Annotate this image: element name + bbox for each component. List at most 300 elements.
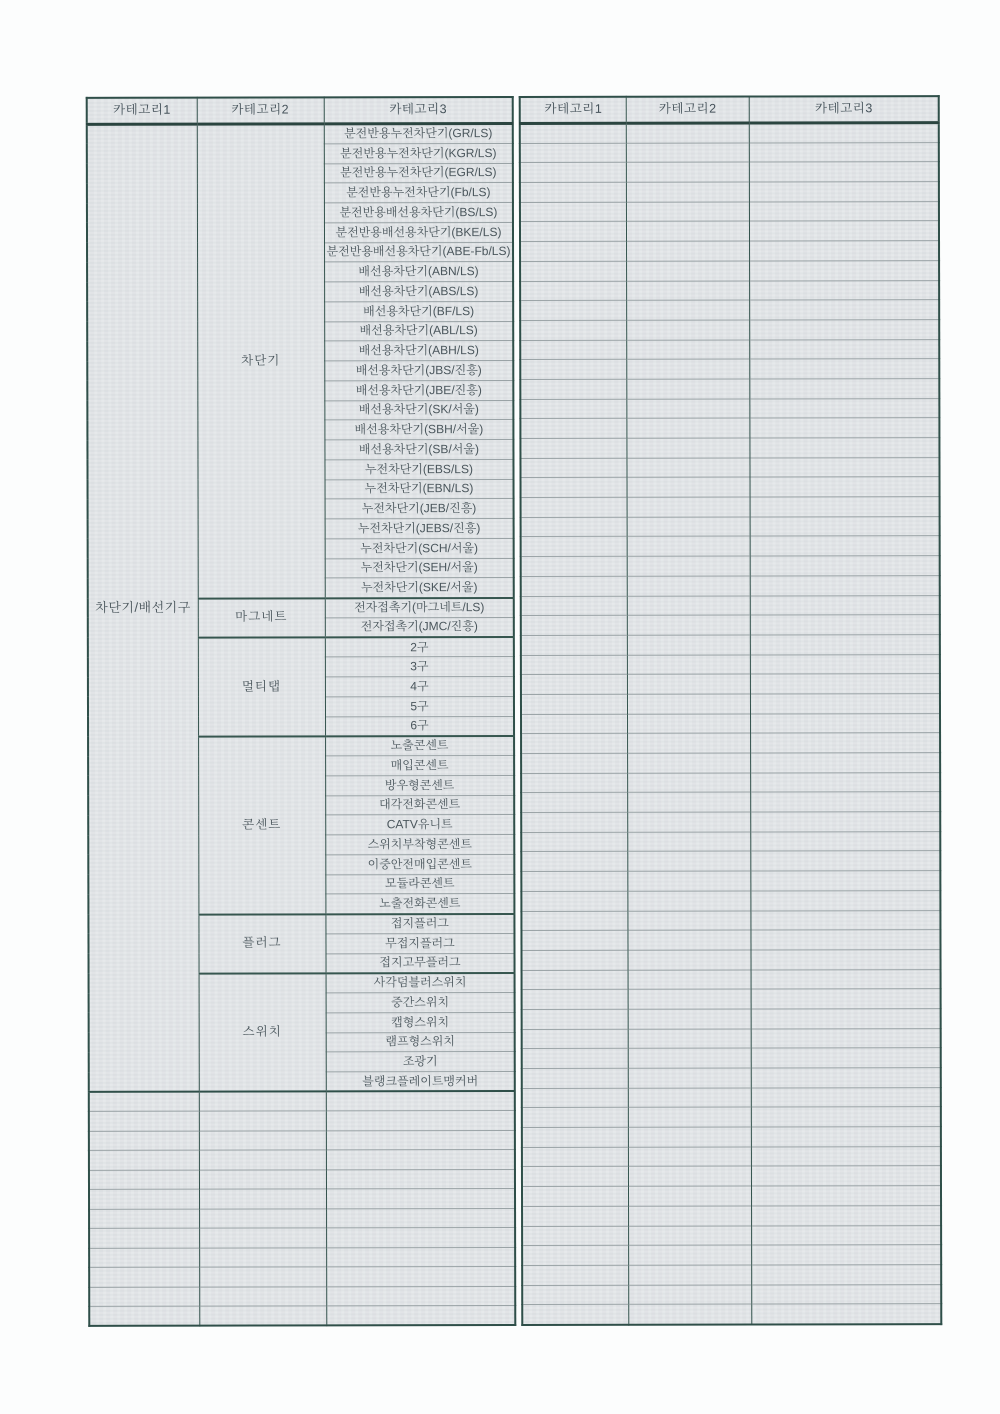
- category3-item-cell: 스위치부착형콘센트: [325, 834, 514, 854]
- empty-table-row: [520, 142, 939, 163]
- empty-cell: [749, 241, 939, 261]
- header-row: [520, 96, 939, 123]
- category3-item-cell: 블랭크플레이트맹커버: [326, 1071, 515, 1091]
- scanned-sheet: [86, 95, 943, 1327]
- empty-cell: [89, 1209, 199, 1229]
- empty-cell: [326, 1286, 515, 1306]
- empty-cell: [521, 379, 627, 399]
- empty-cell: [629, 1245, 752, 1265]
- empty-cell: [751, 1009, 941, 1029]
- empty-cell: [521, 576, 627, 596]
- empty-table-row: [89, 1228, 515, 1248]
- category3-item-cell: 접지플러그: [325, 913, 514, 933]
- empty-table-row: [521, 457, 940, 478]
- empty-cell: [89, 1150, 199, 1170]
- empty-table-row: [521, 359, 940, 380]
- empty-table-row: [523, 1245, 942, 1266]
- category3-item-cell: 배선용차단기(ABN/LS): [324, 262, 513, 282]
- empty-cell: [750, 575, 940, 595]
- header-row: [87, 97, 513, 124]
- empty-cell: [628, 1166, 751, 1186]
- empty-table-row: [521, 674, 940, 695]
- empty-cell: [521, 497, 627, 517]
- empty-cell: [627, 300, 750, 320]
- empty-cell: [199, 1131, 326, 1151]
- empty-cell: [521, 458, 627, 478]
- empty-table-row: [523, 1264, 942, 1285]
- empty-cell: [521, 478, 627, 498]
- empty-cell: [628, 950, 751, 970]
- empty-cell: [89, 1189, 199, 1209]
- empty-cell: [750, 398, 940, 418]
- category3-item-cell: 분전반용누전차단기(EGR/LS): [324, 163, 513, 183]
- empty-table-row: [522, 1127, 941, 1148]
- empty-cell: [750, 359, 940, 379]
- empty-cell: [627, 536, 750, 556]
- empty-cell: [751, 1068, 941, 1088]
- empty-cell: [199, 1306, 326, 1326]
- empty-table-row: [89, 1111, 515, 1131]
- empty-table-row: [522, 1087, 941, 1108]
- empty-table-row: [521, 319, 940, 340]
- empty-cell: [522, 1147, 628, 1167]
- empty-cell: [199, 1228, 326, 1248]
- empty-cell: [750, 379, 940, 399]
- header-cat1-left: 카테고리1: [87, 98, 197, 125]
- empty-cell: [522, 1127, 628, 1147]
- empty-cell: [199, 1170, 326, 1190]
- empty-cell: [326, 1169, 515, 1189]
- empty-cell: [627, 359, 750, 379]
- empty-cell: [628, 1068, 751, 1088]
- category-table-right: [519, 95, 943, 1326]
- category3-item-cell: 램프형스위치: [326, 1032, 515, 1052]
- empty-cell: [522, 1068, 628, 1088]
- empty-cell: [627, 674, 750, 694]
- empty-cell: [89, 1287, 199, 1307]
- empty-cell: [523, 1305, 629, 1326]
- empty-cell: [749, 162, 939, 182]
- empty-cell: [751, 831, 941, 851]
- empty-cell: [628, 1048, 751, 1068]
- empty-cell: [522, 1167, 628, 1187]
- empty-cell: [326, 1150, 515, 1170]
- empty-cell: [751, 753, 941, 773]
- empty-table-row: [522, 989, 941, 1010]
- empty-cell: [750, 477, 940, 497]
- empty-cell: [326, 1091, 515, 1111]
- category-table-left: [86, 96, 517, 1327]
- category3-item-cell: CATV유니트: [325, 815, 514, 835]
- empty-cell: [629, 1285, 752, 1305]
- empty-cell: [750, 300, 940, 320]
- empty-cell: [522, 1186, 628, 1206]
- empty-cell: [751, 1048, 941, 1068]
- empty-table-row: [522, 1166, 941, 1187]
- empty-cell: [751, 851, 941, 871]
- empty-cell: [627, 694, 750, 714]
- empty-cell: [521, 694, 627, 714]
- empty-cell: [628, 773, 751, 793]
- empty-cell: [326, 1267, 515, 1287]
- empty-table-row: [89, 1130, 515, 1150]
- empty-cell: [628, 1186, 751, 1206]
- empty-table-row: [521, 418, 940, 439]
- category3-item-cell: 배선용차단기(ABL/LS): [324, 321, 513, 341]
- empty-cell: [522, 1206, 628, 1226]
- empty-table-row: [521, 713, 940, 734]
- category3-item-cell: 모듈라콘센트: [325, 874, 514, 894]
- empty-cell: [521, 537, 627, 557]
- empty-cell: [521, 281, 627, 301]
- empty-table-row: [522, 1146, 941, 1167]
- empty-cell: [326, 1111, 515, 1131]
- empty-cell: [89, 1306, 199, 1326]
- category2-cell: 마그네트: [198, 598, 325, 638]
- empty-cell: [628, 970, 751, 990]
- empty-table-row: [89, 1189, 515, 1209]
- empty-cell: [751, 1127, 941, 1147]
- empty-cell: [751, 812, 941, 832]
- empty-table-row: [521, 595, 940, 616]
- empty-cell: [522, 970, 628, 990]
- empty-table-row: [521, 536, 940, 557]
- empty-table-row: [89, 1286, 515, 1306]
- empty-cell: [520, 261, 626, 281]
- empty-table-row: [521, 615, 940, 636]
- empty-cell: [326, 1189, 515, 1209]
- category2-cell: 스위치: [199, 973, 326, 1092]
- empty-table-row: [522, 812, 941, 833]
- empty-cell: [520, 123, 626, 143]
- empty-cell: [627, 733, 750, 753]
- empty-cell: [627, 714, 750, 734]
- empty-cell: [521, 615, 627, 635]
- category3-item-cell: 대각전화콘센트: [325, 795, 514, 815]
- empty-cell: [199, 1267, 326, 1287]
- empty-cell: [627, 379, 750, 399]
- category3-item-cell: 노출전화콘센트: [325, 894, 514, 914]
- empty-cell: [521, 320, 627, 340]
- empty-table-row: [521, 654, 940, 675]
- empty-cell: [750, 654, 940, 674]
- empty-table-row: [89, 1150, 515, 1170]
- empty-cell: [626, 123, 749, 143]
- empty-cell: [750, 595, 940, 615]
- empty-table-row: [521, 575, 940, 596]
- empty-cell: [629, 1304, 752, 1325]
- right-table-header: [520, 96, 939, 123]
- empty-cell: [627, 497, 750, 517]
- empty-cell: [626, 261, 749, 281]
- empty-table-row: [522, 851, 941, 872]
- empty-cell: [749, 182, 939, 202]
- category3-item-cell: 3구: [325, 657, 514, 677]
- empty-cell: [627, 438, 750, 458]
- empty-cell: [521, 675, 627, 695]
- empty-cell: [750, 438, 940, 458]
- category3-item-cell: 누전차단기(JEB/진흥): [325, 499, 514, 519]
- empty-table-row: [521, 280, 940, 301]
- empty-table-row: [520, 260, 939, 281]
- empty-cell: [751, 1146, 941, 1166]
- empty-cell: [522, 871, 628, 891]
- empty-cell: [752, 1304, 942, 1325]
- empty-table-row: [89, 1306, 515, 1326]
- empty-table-row: [523, 1304, 942, 1325]
- header-cat1-right: 카테고리1: [520, 97, 626, 124]
- empty-cell: [628, 911, 751, 931]
- empty-table-row: [521, 556, 940, 577]
- empty-cell: [628, 812, 751, 832]
- empty-cell: [520, 241, 626, 261]
- empty-table-row: [522, 1048, 941, 1069]
- category3-item-cell: 배선용차단기(BF/LS): [324, 301, 513, 321]
- empty-cell: [751, 1107, 941, 1127]
- empty-cell: [520, 163, 626, 183]
- empty-cell: [627, 477, 750, 497]
- empty-cell: [750, 634, 940, 654]
- empty-cell: [521, 596, 627, 616]
- empty-cell: [522, 753, 628, 773]
- empty-cell: [628, 851, 751, 871]
- empty-table-row: [522, 772, 941, 793]
- empty-cell: [521, 340, 627, 360]
- empty-table-row: [521, 497, 940, 518]
- empty-cell: [522, 1049, 628, 1069]
- empty-cell: [628, 989, 751, 1009]
- empty-cell: [750, 733, 940, 753]
- empty-cell: [521, 419, 627, 439]
- empty-cell: [522, 950, 628, 970]
- right-table-body: [520, 123, 942, 1326]
- empty-cell: [750, 674, 940, 694]
- empty-cell: [520, 182, 626, 202]
- empty-cell: [628, 792, 751, 812]
- category2-cell: 멀티탭: [198, 637, 325, 736]
- category3-item-cell: 분전반용누전차단기(Fb/LS): [324, 183, 513, 203]
- category3-item-cell: 5구: [325, 696, 514, 716]
- empty-cell: [326, 1306, 515, 1326]
- empty-cell: [522, 930, 628, 950]
- empty-cell: [522, 812, 628, 832]
- empty-cell: [752, 1245, 942, 1265]
- category3-item-cell: 중간스위치: [326, 992, 515, 1012]
- header-cat2-right: 카테고리2: [626, 97, 749, 124]
- empty-cell: [626, 182, 749, 202]
- empty-table-row: [522, 1068, 941, 1089]
- category3-item-cell: 노출콘센트: [325, 736, 514, 756]
- empty-cell: [521, 714, 627, 734]
- empty-cell: [522, 911, 628, 931]
- empty-table-row: [522, 831, 941, 852]
- empty-cell: [750, 694, 940, 714]
- empty-cell: [628, 1088, 751, 1108]
- empty-cell: [326, 1247, 515, 1267]
- empty-cell: [326, 1208, 515, 1228]
- empty-cell: [628, 1107, 751, 1127]
- empty-cell: [751, 772, 941, 792]
- empty-cell: [751, 969, 941, 989]
- empty-cell: [629, 1226, 752, 1246]
- empty-cell: [627, 596, 750, 616]
- empty-cell: [522, 1088, 628, 1108]
- category3-item-cell: 캡형스위치: [326, 1012, 515, 1032]
- category3-item-cell: 누전차단기(SKE/서울): [325, 578, 514, 598]
- empty-cell: [749, 221, 939, 241]
- empty-table-row: [520, 162, 939, 183]
- empty-cell: [751, 1028, 941, 1048]
- empty-cell: [626, 162, 749, 182]
- empty-cell: [751, 890, 941, 910]
- empty-cell: [627, 399, 750, 419]
- empty-cell: [520, 143, 626, 163]
- empty-cell: [750, 615, 940, 635]
- category3-item-cell: 배선용차단기(ABH/LS): [324, 341, 513, 361]
- empty-cell: [521, 438, 627, 458]
- empty-cell: [522, 1009, 628, 1029]
- header-cat3-right: 카테고리3: [749, 96, 939, 123]
- empty-cell: [750, 319, 940, 339]
- empty-cell: [628, 1147, 751, 1167]
- empty-cell: [627, 458, 750, 478]
- empty-table-row: [522, 1009, 941, 1030]
- empty-table-row: [89, 1169, 515, 1189]
- empty-table-row: [522, 930, 941, 951]
- empty-cell: [521, 635, 627, 655]
- empty-cell: [627, 517, 750, 537]
- category2-cell: 플러그: [198, 914, 325, 974]
- empty-cell: [521, 734, 627, 754]
- empty-cell: [752, 1284, 942, 1304]
- empty-cell: [752, 1225, 942, 1245]
- empty-table-row: [521, 438, 940, 459]
- empty-cell: [521, 300, 627, 320]
- category3-item-cell: 배선용차단기(SB/서울): [324, 440, 513, 460]
- empty-cell: [627, 576, 750, 596]
- category3-item-cell: 분전반용배선용차단기(BS/LS): [324, 203, 513, 223]
- empty-cell: [629, 1265, 752, 1285]
- empty-cell: [751, 949, 941, 969]
- empty-cell: [626, 221, 749, 241]
- empty-cell: [523, 1285, 629, 1305]
- empty-cell: [521, 399, 627, 419]
- empty-cell: [89, 1131, 199, 1151]
- empty-table-row: [521, 516, 940, 537]
- category3-item-cell: 누전차단기(SCH/서울): [325, 538, 514, 558]
- empty-table-row: [521, 694, 940, 715]
- category3-item-cell: 이중안전매입콘센트: [325, 854, 514, 874]
- empty-cell: [752, 1264, 942, 1284]
- empty-table-row: [521, 339, 940, 360]
- empty-cell: [626, 202, 749, 222]
- empty-cell: [749, 142, 939, 162]
- empty-cell: [627, 655, 750, 675]
- empty-cell: [520, 222, 626, 242]
- empty-cell: [89, 1111, 199, 1131]
- empty-cell: [628, 832, 751, 852]
- empty-table-row: [522, 792, 941, 813]
- empty-cell: [751, 989, 941, 1009]
- empty-table-row: [520, 123, 939, 144]
- empty-cell: [751, 930, 941, 950]
- empty-cell: [521, 556, 627, 576]
- empty-cell: [626, 143, 749, 163]
- empty-cell: [628, 1029, 751, 1049]
- category3-item-cell: 매입콘센트: [325, 755, 514, 775]
- category3-item-cell: 사각덤블러스위치: [326, 973, 515, 993]
- empty-cell: [523, 1265, 629, 1285]
- empty-cell: [199, 1092, 326, 1112]
- empty-table-row: [520, 201, 939, 222]
- empty-cell: [523, 1245, 629, 1265]
- empty-table-row: [522, 949, 941, 970]
- empty-cell: [520, 202, 626, 222]
- left-table-header: [87, 97, 513, 124]
- empty-cell: [522, 891, 628, 911]
- empty-cell: [627, 418, 750, 438]
- empty-cell: [627, 281, 750, 301]
- empty-cell: [751, 871, 941, 891]
- empty-cell: [751, 1205, 941, 1225]
- empty-cell: [750, 536, 940, 556]
- empty-cell: [749, 260, 939, 280]
- empty-cell: [89, 1228, 199, 1248]
- empty-cell: [89, 1267, 199, 1287]
- empty-cell: [199, 1209, 326, 1229]
- category3-item-cell: 전자접촉기(마그네트/LS): [325, 597, 514, 617]
- empty-cell: [522, 852, 628, 872]
- empty-table-row: [522, 1186, 941, 1207]
- empty-cell: [627, 615, 750, 635]
- empty-table-row: [521, 634, 940, 655]
- category3-item-cell: 분전반용누전차단기(GR/LS): [324, 124, 513, 144]
- category3-item-cell: 배선용차단기(ABS/LS): [324, 282, 513, 302]
- empty-cell: [627, 556, 750, 576]
- empty-cell: [750, 713, 940, 733]
- empty-cell: [522, 990, 628, 1010]
- empty-cell: [89, 1170, 199, 1190]
- table-row: [87, 124, 513, 145]
- empty-cell: [750, 339, 940, 359]
- empty-table-row: [522, 753, 941, 774]
- empty-table-row: [522, 1205, 941, 1226]
- empty-table-row: [89, 1091, 515, 1111]
- category3-item-cell: 접지고무플러그: [326, 953, 515, 973]
- header-cat2-left: 카테고리2: [197, 97, 324, 124]
- empty-cell: [628, 930, 751, 950]
- empty-cell: [628, 891, 751, 911]
- empty-cell: [750, 418, 940, 438]
- empty-cell: [521, 517, 627, 537]
- category3-item-cell: 전자접촉기(JMC/진흥): [325, 617, 514, 637]
- empty-cell: [751, 792, 941, 812]
- empty-table-row: [520, 182, 939, 203]
- empty-cell: [750, 556, 940, 576]
- empty-table-row: [521, 300, 940, 321]
- empty-cell: [199, 1248, 326, 1268]
- empty-cell: [751, 1186, 941, 1206]
- empty-cell: [749, 123, 939, 143]
- empty-table-row: [522, 871, 941, 892]
- category3-item-cell: 무접지플러그: [325, 933, 514, 953]
- category2-cell: 차단기: [197, 124, 325, 598]
- empty-cell: [199, 1287, 326, 1307]
- empty-cell: [199, 1189, 326, 1209]
- category3-item-cell: 누전차단기(EBN/LS): [325, 479, 514, 499]
- empty-table-row: [521, 379, 940, 400]
- category3-item-cell: 누전차단기(JEBS/진흥): [325, 518, 514, 538]
